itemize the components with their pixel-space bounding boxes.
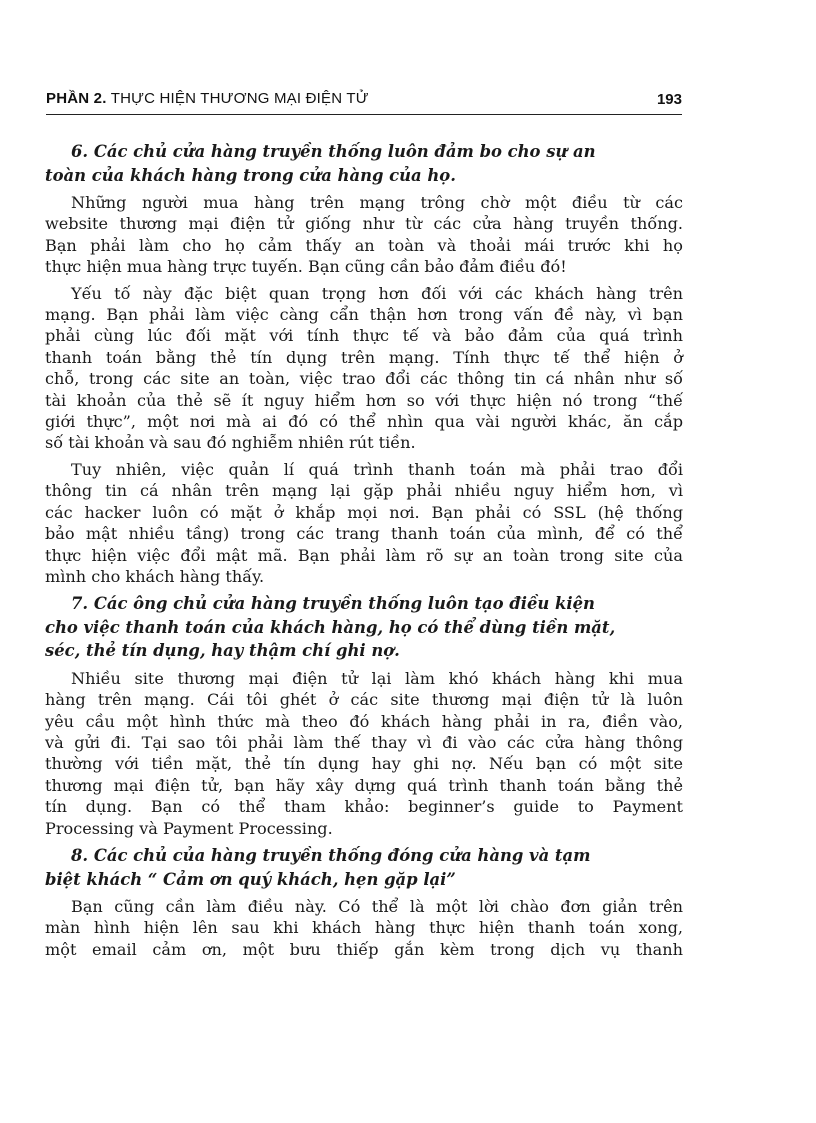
heading-line: biệt khách “ Cảm ơn quý khách, hẹn gặp lại” (45, 869, 456, 889)
paragraph-line: Nhiều site thương mại điện tử lại làm khó khách hàng khi mua (71, 668, 683, 688)
paragraph-line: Bạn cũng cần làm điều này. Có thể là một lời chào đơn giản trên (71, 897, 683, 917)
heading-line: 8. Các chủ của hàng truyền thống đóng cửa hàng và tạm (71, 846, 591, 866)
paragraph-line: phải cùng lúc đối mặt với tính thực tế và bảo đảm của quá trình (45, 326, 683, 346)
paragraph-line: thường với tiền mặt, thẻ tín dụng hay ghi nợ. Nếu bạn có một site (45, 754, 683, 774)
heading-line: cho việc thanh toán của khách hàng, họ có thể dùng tiền mặt, (45, 617, 616, 637)
paragraph-line: mình cho khách hàng thấy. (45, 566, 265, 586)
paragraph-line: thanh toán bằng thẻ tín dụng trên mạng. Tính thực tế thể hiện ở (45, 347, 683, 367)
heading-line: 6. Các chủ cửa hàng truyền thống luôn đảm bo cho sự an (71, 142, 596, 161)
section-heading (45, 592, 683, 663)
heading-line: 7. Các ông chủ cửa hàng truyền thống luôn tạo điều kiện (71, 594, 595, 614)
heading-line: toàn của khách hàng trong cửa hàng của họ. (45, 165, 456, 185)
paragraph-line: chỗ, trong các site an toàn, việc trao đổi các thông tin cá nhân như số (45, 369, 683, 389)
page-number: 193 (656, 91, 682, 108)
running-header (46, 88, 682, 115)
section-heading (45, 844, 683, 891)
heading-line: séc, thẻ tín dụng, hay thậm chí ghi nợ. (45, 641, 400, 661)
body-paragraph (45, 192, 683, 278)
paragraph-line: bảo mật nhiều tầng) trong các trang thanh toán của mình, để có thể (45, 524, 683, 544)
paragraph-line: các hacker luôn có mặt ở khắp mọi nơi. Bạn phải có SSL (hệ thống (45, 502, 683, 522)
paragraph-line: hàng trên mạng. Cái tôi ghét ở các site thương mại điện tử là luôn (45, 690, 683, 710)
part-label: PHẦN 2. (46, 90, 107, 107)
body-paragraph (45, 283, 683, 454)
paragraph-line: mạng. Bạn phải làm việc càng cẩn thận hơn trong vấn đề này, vì bạn (45, 305, 683, 325)
section-heading (45, 140, 683, 187)
paragraph-line: màn hình hiện lên sau khi khách hàng thực hiện thanh toán xong, (45, 918, 683, 938)
chapter-title (46, 90, 369, 107)
paragraph-line: yêu cầu một hình thức mà theo đó khách hàng phải in ra, điền vào, (45, 711, 683, 731)
paragraph-line: Processing và Payment Processing. (45, 818, 333, 838)
paragraph-line: Tuy nhiên, việc quản lí quá trình thanh toán mà phải trao đổi (71, 459, 683, 479)
paragraph-line: thực hiện việc đổi mật mã. Bạn phải làm rõ sự an toàn trong site của (45, 545, 683, 565)
paragraph-line: thông tin cá nhân trên mạng lại gặp phải nhiều nguy hiểm hơn, vì (45, 481, 683, 501)
paragraph-line: Yếu tố này đặc biệt quan trọng hơn đối với các khách hàng trên (71, 283, 683, 303)
part-title: THỰC HIỆN THƯƠNG MẠI ĐIỆN TỬ (110, 90, 369, 107)
body-paragraph (45, 896, 683, 960)
paragraph-line: tín dụng. Bạn có thể tham khảo: beginner’s guide to Payment (45, 797, 683, 817)
paragraph-line: thương mại điện tử, bạn hãy xây dựng quá trình thanh toán bằng thẻ (45, 775, 683, 795)
page-body (45, 140, 683, 965)
paragraph-line: và gửi đi. Tại sao tôi phải làm thế thay vì đi vào các cửa hàng thông (45, 733, 683, 753)
body-paragraph (45, 459, 683, 587)
paragraph-line: một email cảm ơn, một bưu thiếp gắn kèm trong dịch vụ thanh (45, 939, 683, 959)
paragraph-line: Bạn phải làm cho họ cảm thấy an toàn và thoải mái trước khi họ (45, 235, 683, 255)
paragraph-line: Những người mua hàng trên mạng trông chờ một điều từ các (71, 193, 683, 212)
paragraph-line: tài khoản của thẻ sẽ ít nguy hiểm hơn so với thực hiện nó trong “thế (45, 390, 683, 410)
paragraph-line: giới thực”, một nơi mà ai đó có thể nhìn qua vài người khác, ăn cắp (45, 412, 683, 432)
paragraph-line: website thương mại điện tử giống như từ các cửa hàng truyền thống. (45, 214, 683, 234)
paragraph-line: số tài khoản và sau đó nghiễm nhiên rút tiền. (45, 433, 416, 453)
body-paragraph (45, 668, 683, 839)
paragraph-line: thực hiện mua hàng trực tuyến. Bạn cũng cần bảo đảm điều đó! (45, 257, 567, 277)
